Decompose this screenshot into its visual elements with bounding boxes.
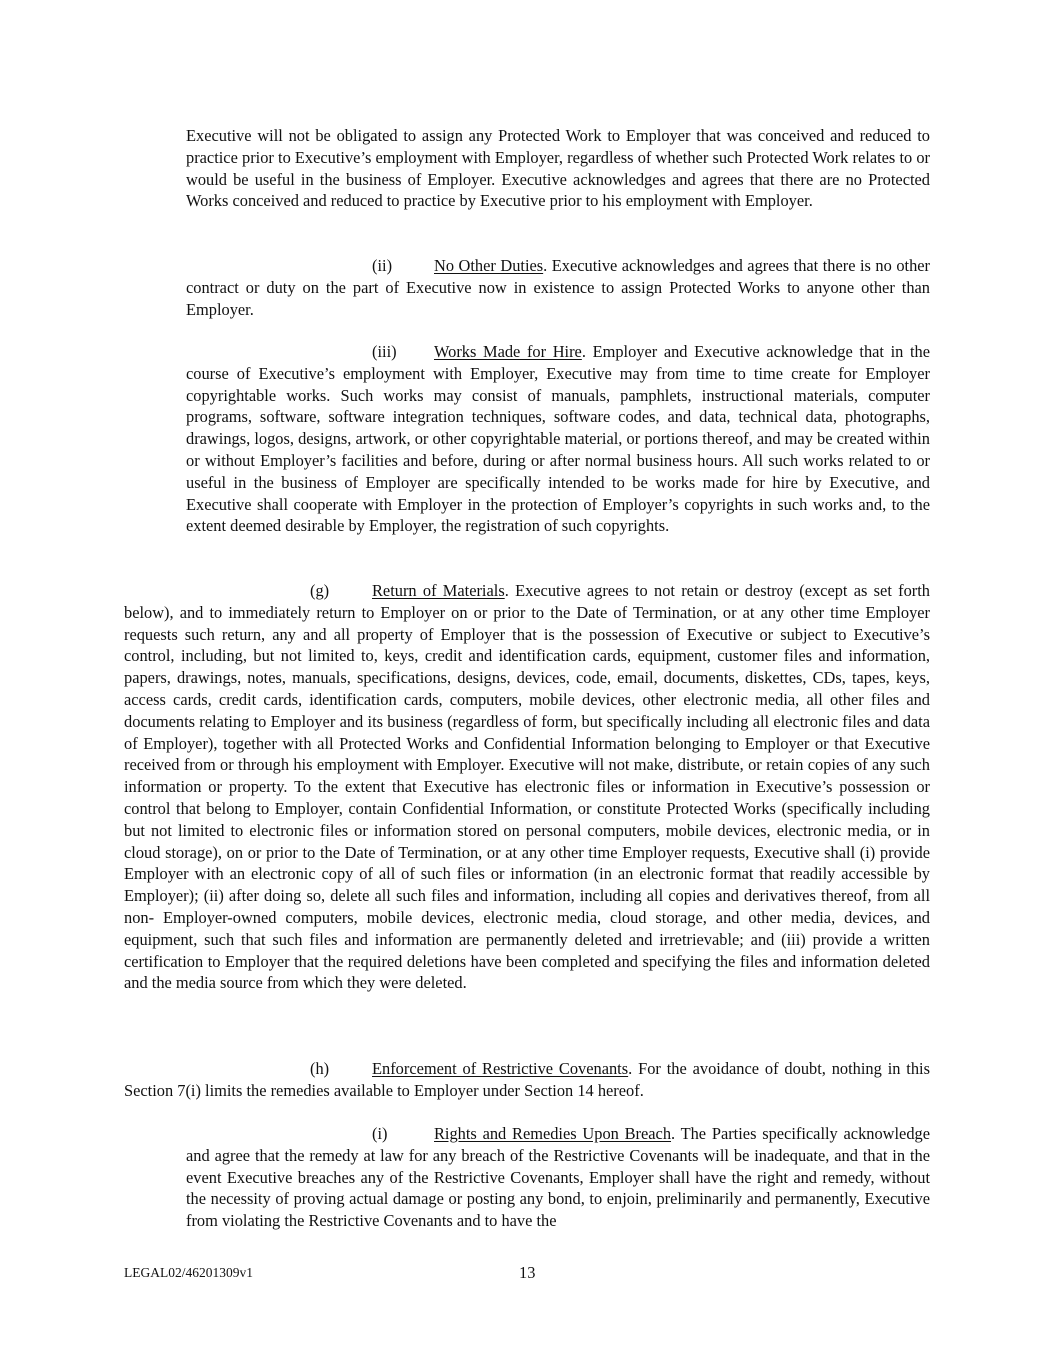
paragraph-text: . Employer and Executive acknowledge that in the course of Executive’s employment with Employer, Executive may from time to time create for Employer copyrightable works. Such works may consist of manuals, pamphlets, instructional materials, computer programs, software, software integration techniques, software codes, and data, technical data, photographs, drawings, logos, designs, artwork, or other copyrightable material, or portions thereof, and may be created within or without Employer’s facilities and before, during or after normal business hours. All such works related to or useful in the business of Employer are specifically intended to be works made for hire by Executive, and Executive shall cooperate with Employer in the protection of Employer’s copyrights in such works and, to the extent deemed desirable by Employer, the registration of such copyrights. [186,342,931,536]
paragraph-text: . Executive agrees to not retain or destroy (except as set forth below), and to immediately return to Employer on or prior to the Date of Termination, or at any other time Employer requests such return, any and all property of Employer that is the possession of Executive or subject to Executive’s control, including, but not limited to, keys, credit and identification cards, equipment, customer files and information, papers, drawings, notes, manuals, specifications, designs, devices, code, email, documents, diskettes, CDs, tapes, keys, access cards, credit cards, identification cards, computers, mobile devices, other electronic media, all other files and documents relating to Employer and its business (regardless of form, but specifically including all electronic files and data of Employer), together with all Protected Works and Confidential Information belonging to Employer or that Executive received from or through his employment with Employer. Executive will not make, distribute, or retain copies of any such information or property. To the extent that Executive has electronic files or information in Executive’s possession or control that belong to Employer, contain Confidential Information, or constitute Protected Works (specifically including but not limited to electronic files or information stored on personal computers, mobile devices, electronic media, or in cloud storage), on or prior to the Date of Termination, or at any other time Employer requests, Executive shall (i) provide Employer with an electronic copy of all of such files or information (in an electronic format that readily accessible by Employer); (ii) after doing so, delete all such files and information, including all copies and derivatives thereof, from all non- Employer-owned computers, mobile devices, electronic media, cloud storage, and other media, devices, and equipment, such that such files and information are permanently deleted and irretrievable; and (iii) provide a written certification to Employer that the required deletions have been completed and specifying the files and information deleted and the media source from which they were deleted. [124,581,930,993]
clause-heading: Enforcement of Restrictive Covenants [372,1059,629,1078]
footer-document-id: LEGAL02/46201309v1 [124,1265,253,1280]
clause-number: (ii) [372,256,393,275]
clause-number: (iii) [372,342,397,361]
clause-number: (i) [372,1124,388,1143]
paragraph-text: Executive will not be obligated to assign any Protected Work to Employer that was conceived and reduced to practice prior to Executive’s employment with Employer, regardless of whether such Protected Work relates to or would be useful in the business of Employer. Executive acknowledges and agrees that there are no Protected Works conceived and reduced to practice by Executive prior to his employment with Employer. [186,126,930,211]
paragraph-text: . The Parties specifically acknowledge and agree that the remedy at law for any breach of the Restrictive Covenants will be inadequate, and that in the event Executive breaches any of the Restrictive Covenants, Employer shall have the right and remedy, without the necessity of proving actual damage or posting any bond, to enjoin, preliminarily and permanently, Executive from violating the Restrictive Covenants and to have the [186,1124,930,1231]
clause-number: (g) [310,581,330,600]
paragraph-protected-work-continued [186,125,930,212]
clause-heading: Return of Materials [372,581,505,600]
paragraph-rights-and-remedies [186,1123,930,1232]
paragraph-return-of-materials [124,580,930,994]
clause-heading: Works Made for Hire [434,342,582,361]
paragraph-no-other-duties [186,255,930,320]
paragraph-text: . For the avoidance of doubt, nothing in this Section 7(i) limits the remedies available to Employer under Section 14 hereof. [124,1059,930,1100]
paragraph-works-made-for-hire [186,341,930,537]
clause-heading: Rights and Remedies Upon Breach [434,1124,672,1143]
paragraph-text: . Executive acknowledges and agrees that there is no other contract or duty on the part of Executive now in existence to assign Protected Works to anyone other than Employer. [186,256,930,319]
clause-number: (h) [310,1059,330,1078]
clause-heading: No Other Duties [434,256,544,275]
footer-page-number: 13 [519,1263,536,1282]
paragraph-enforcement [124,1058,930,1102]
